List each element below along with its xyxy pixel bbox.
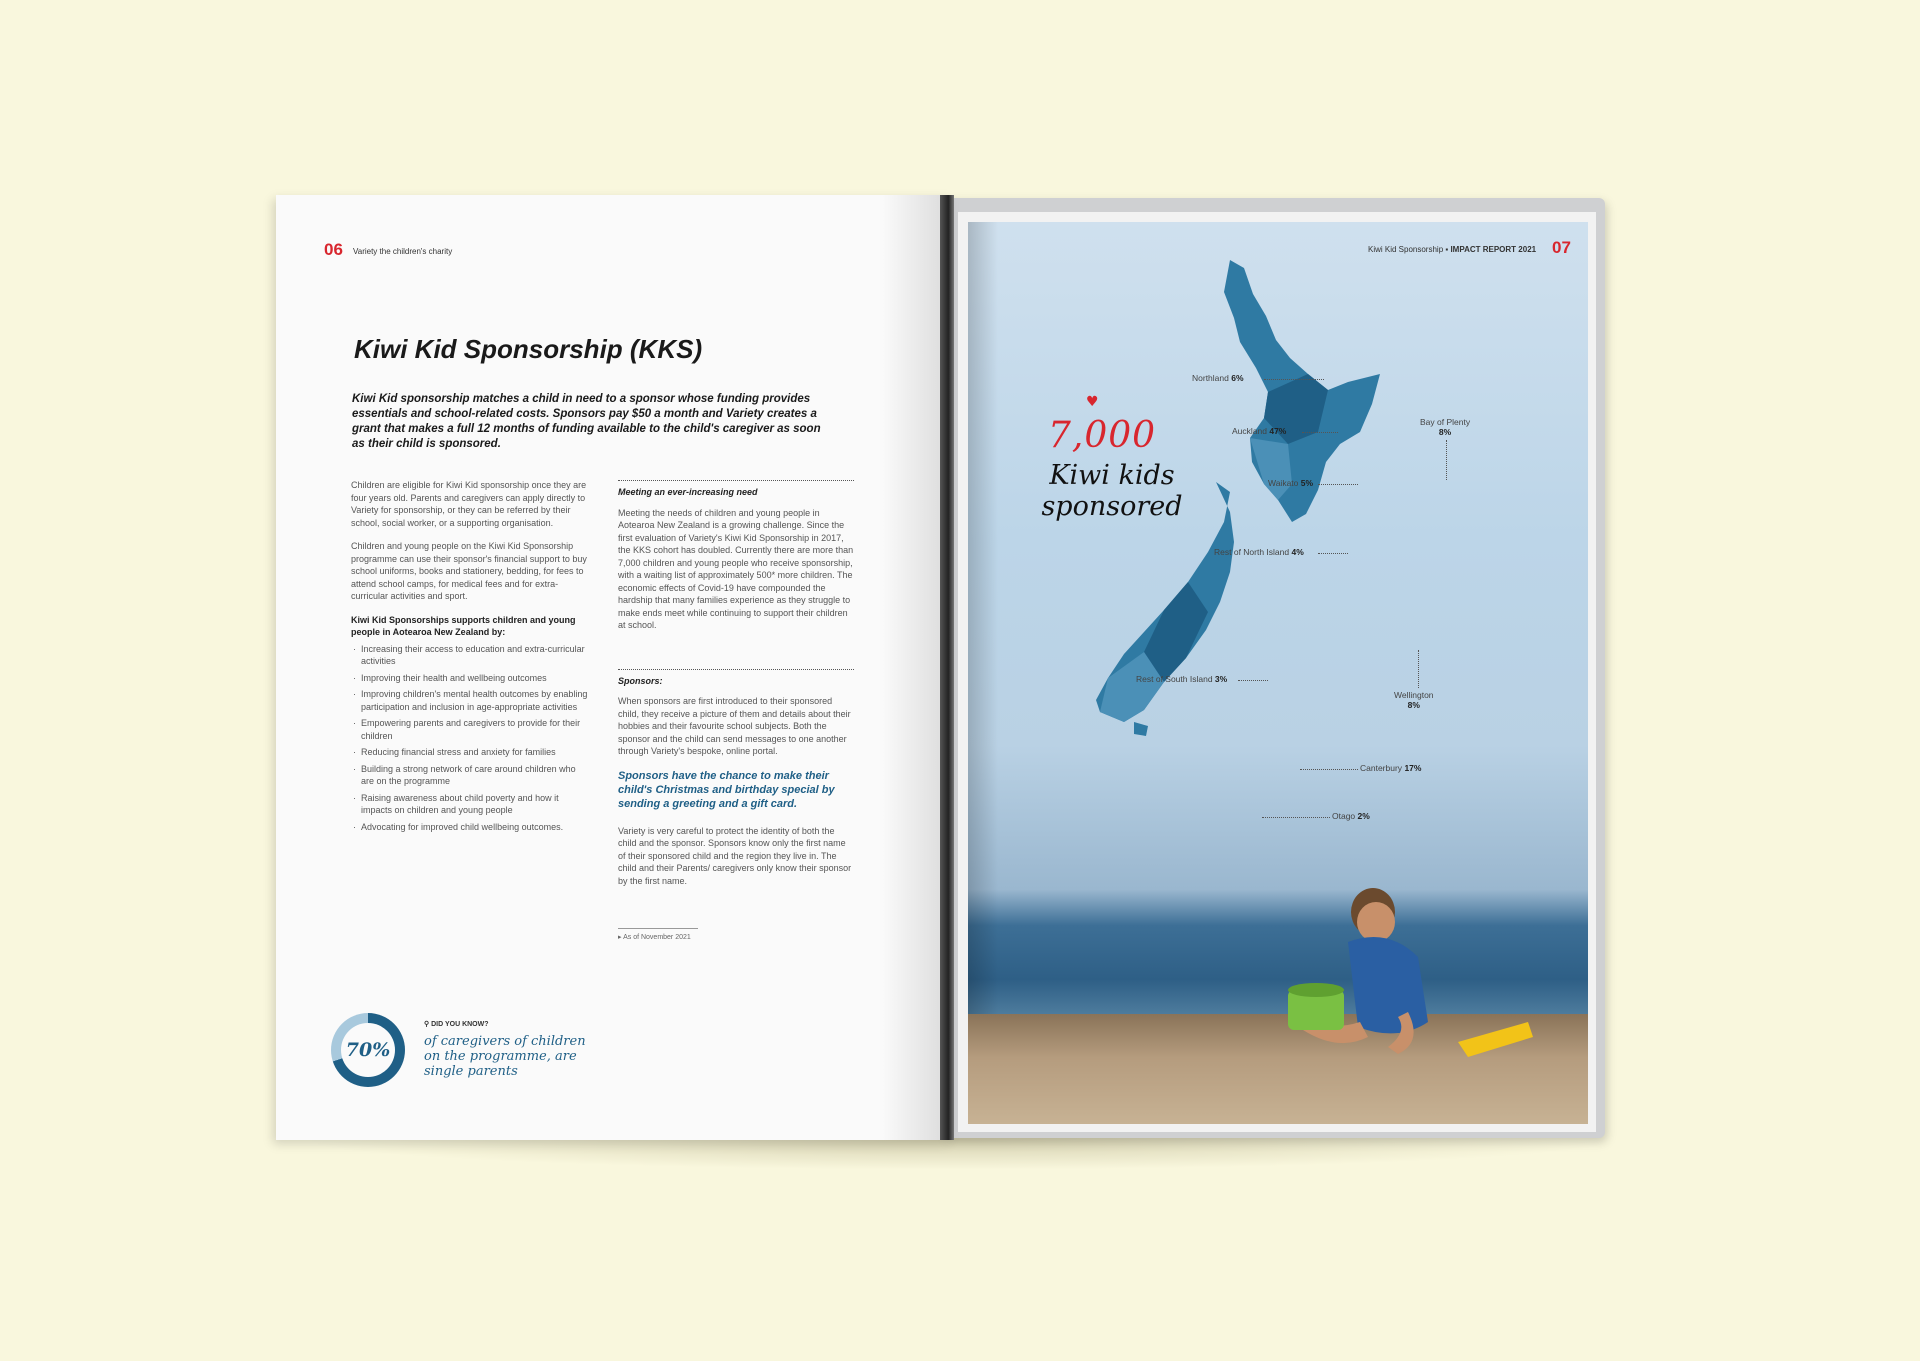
- left-running-head: Variety the children's charity: [353, 247, 453, 256]
- right-running-head-text: Kiwi Kid Sponsorship: [1368, 245, 1444, 254]
- region-label-otago: Otago 2%: [1332, 811, 1370, 821]
- hero-number: 7,000: [1048, 415, 1157, 456]
- hero-text: Kiwi kids sponsored: [1041, 460, 1183, 522]
- book-spine: [940, 195, 954, 1140]
- leader-line: [1238, 680, 1268, 681]
- left-page-number: 06: [324, 240, 343, 259]
- did-you-know-text-label: DID YOU KNOW?: [431, 1021, 489, 1028]
- leader-line: [1264, 379, 1324, 380]
- list-heading: Kiwi Kid Sponsorships supports children and young people in Aotearoa New Zealand by:: [351, 614, 576, 637]
- right-column: [618, 480, 854, 898]
- list-item: · Building a strong network of care around children who are on the programme: [351, 763, 591, 788]
- percent-ring-chart: [331, 1013, 405, 1087]
- section-heading-need: Meeting an ever-increasing need: [618, 480, 854, 499]
- region-label-waikato: Waikato 5%: [1268, 478, 1314, 488]
- leader-line: [1262, 817, 1330, 818]
- child-figure: [1288, 888, 1533, 1057]
- leader-line: [1300, 769, 1358, 770]
- percent-label: 70%: [341, 1023, 395, 1077]
- section-text-identity: Variety is very careful to protect the identity of both the child and the sponsor. Sponsors know only the first name of their sponsored child and the region they live in. The child and their Parents/ caregivers only know their sponsor by the first name.: [618, 825, 852, 886]
- region-label-rest-north-island: Rest of North Island 4%: [1214, 547, 1304, 557]
- lightbulb-icon: ⚲: [424, 1021, 432, 1028]
- pull-quote: Sponsors have the chance to make their child's Christmas and birthday special by sending a greeting and a gift card.: [618, 769, 835, 810]
- list-item: · Empowering parents and caregivers to provide for their children: [351, 717, 591, 742]
- section-text-sponsors: When sponsors are first introduced to their sponsored child, they receive a picture of them and details about their hobbies and their favourite school subjects. Both the sponsor and the child can send messages to one another through Variety's bespoke, online portal.: [618, 696, 851, 756]
- did-you-know-label: [424, 1020, 489, 1028]
- footnote: ▸ As of November 2021: [618, 928, 698, 941]
- region-label-wellington: Wellington 8%: [1394, 690, 1434, 710]
- right-running-head-bold: IMPACT REPORT 2021: [1450, 245, 1537, 254]
- region-label-bay-of-plenty: Bay of Plenty 8%: [1420, 417, 1471, 437]
- section-heading-sponsors: Sponsors:: [618, 669, 854, 688]
- child-illustration: [968, 222, 1588, 1124]
- right-page-number: 07: [1552, 238, 1571, 257]
- leader-line: [1302, 432, 1338, 433]
- list-item: · Improving children's mental health outcomes by enabling participation and inclusion in age-appropriate activities: [351, 688, 591, 713]
- region-label-canterbury: Canterbury 17%: [1360, 763, 1422, 773]
- leader-line: [1318, 484, 1358, 485]
- leader-line: [1418, 650, 1419, 688]
- list-item: · Advocating for improved child wellbeing outcomes.: [351, 821, 591, 834]
- list-item: · Raising awareness about child poverty and how it impacts on children and young people: [351, 792, 591, 817]
- heart-icon: ♥: [1086, 394, 1099, 410]
- col1-para2: Children and young people on the Kiwi Kid Sponsorship programme can use their sponsor's financial support to buy school uniforms, books and stationery, bedding, for fees to attend school camps, for medical fees and for extra-curricular activities and sport.: [351, 541, 587, 601]
- footnote-text: As of November 2021: [623, 934, 691, 941]
- did-you-know-text: of caregivers of children on the programme, are single parents: [424, 1034, 586, 1079]
- region-label-auckland: Auckland 47%: [1232, 426, 1287, 436]
- page-title: Kiwi Kid Sponsorship (KKS): [354, 334, 703, 364]
- list-item: · Reducing financial stress and anxiety for families: [351, 746, 591, 759]
- left-column: [351, 479, 591, 837]
- beach-photo: [968, 222, 1588, 1124]
- section-text-need: Meeting the needs of children and young people in Aotearoa New Zealand is a growing challenge. Since the first evaluation of Variety's Kiwi Kid Sponsorship in 2017, the KKS cohort has doubled. Currently there are more than 7,000 children and young people who receive sponsorship, with a waiting list of approximately 500* more children. The economic effects of Covid-19 have compounded the hardship that many families experience as they struggle to make ends meet while continuing to support their children at school.: [618, 507, 854, 630]
- benefits-list: [351, 643, 591, 834]
- lead-paragraph: Kiwi Kid sponsorship matches a child in need to a sponsor whose funding provides essentials and school-related costs. Sponsors pay $50 a month and Variety creates a grant that makes a full 12 months of funding available to the child's caregiver as soon as their child is sponsored.: [352, 393, 821, 450]
- list-item: · Increasing their access to education and extra-curricular activities: [351, 643, 591, 668]
- region-label-northland: Northland 6%: [1192, 373, 1244, 383]
- region-label-rest-south-island: Rest of South Island 3%: [1136, 674, 1228, 684]
- col1-para1: Children are eligible for Kiwi Kid sponsorship once they are four years old. Parents and caregivers can apply directly to Variety for sponsorship, or they can be referred by their school, social worker, or a supporting organisation.: [351, 480, 587, 528]
- list-item: · Improving their health and wellbeing outcomes: [351, 672, 591, 685]
- leader-line: [1318, 553, 1348, 554]
- leader-line: [1446, 440, 1447, 480]
- right-running-head: Kiwi Kid Sponsorship ▪ IMPACT REPORT 2021: [1368, 245, 1537, 254]
